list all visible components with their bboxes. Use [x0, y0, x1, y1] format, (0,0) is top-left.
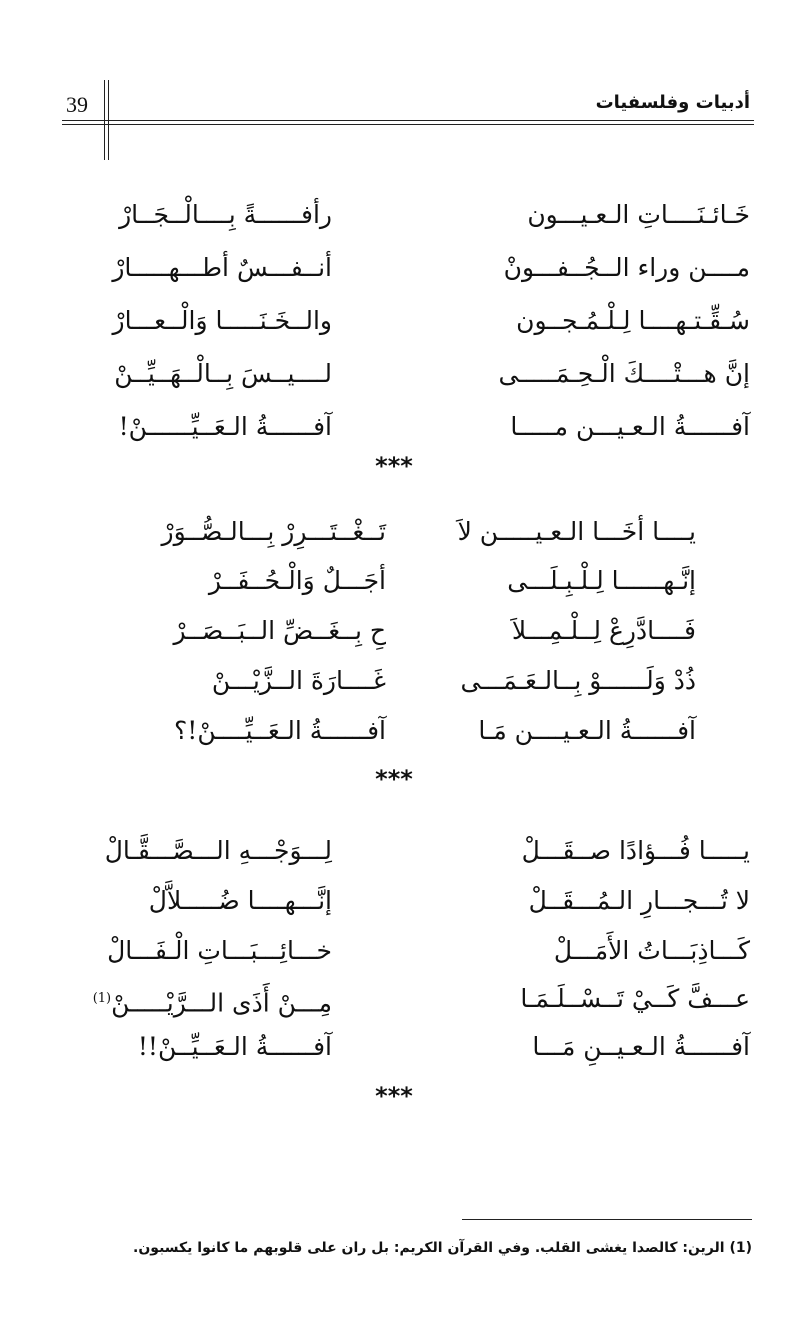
verse-right: إنَّـهــــــا لِـلْـبِـلَـــى: [507, 566, 696, 595]
verse-left: أنــفـــسٌ أطـــهـــــارْ: [112, 253, 332, 282]
verse-right: يـــــا فُـــؤادًا صــقَـــلْ: [521, 836, 750, 865]
verse-right: لا تُـــجـــارِ الـمُـــقَــلْ: [528, 886, 750, 915]
page-number: 39: [66, 92, 88, 117]
verse-left: آفــــــةُ الـعَــيِّــــنْ!؟: [174, 716, 386, 745]
section-separator: ***: [375, 765, 413, 793]
header-vertical-rule-double: [108, 80, 109, 160]
verse-left: أجَـــلٌ وَالْـحُــفَــرْ: [208, 566, 386, 595]
verse-right: إنَّ هـــتْــــكَ الْـحِـمَـــــى: [498, 359, 750, 388]
verse-left: [93, 974, 332, 1024]
header-rule-double: [62, 124, 754, 125]
verse-right: آفــــــةُ الـعـيــــن مَـا: [478, 716, 696, 745]
section-separator: ***: [375, 1082, 413, 1110]
header-rule: [62, 120, 754, 121]
verse-left: آفــــــةُ الـعَــيِّــــــنْ!: [118, 412, 332, 441]
verse-left: رأفــــــةً بِــــالْــجَــارْ: [119, 200, 332, 229]
verse-right: كَـــاذِبَـــاتُ الأَمَـــلْ: [553, 936, 750, 965]
verse-left: خـــائِـــبَـــاتِ الْـفَـــالْ: [107, 936, 332, 965]
verse-left: آفــــــةُ الـعَــيِّــنْ!!: [137, 1032, 332, 1061]
verse-left: تَــغْــتَـــرِرْ بِـــالـصُّــوَرْ: [161, 517, 386, 546]
verse-left: لِـــوَجْـــهِ الـــصَّـــقَّـالْ: [104, 836, 332, 865]
verse-right: عـــفَّ كَــيْ تَــسْــلَـمَـا: [520, 984, 750, 1013]
footnote: (1) الرين: كالصدا يغشى القلب. وفي القرآن الكريم: بل ران على قلوبهم ما كانوا يكسبون.: [133, 1240, 752, 1256]
verse-left: إنَّـــهــــا ضُـــــلاَّلْ: [148, 886, 332, 915]
verse-left: حِ بِــغَــضِّ الــبَــصَــرْ: [173, 616, 386, 645]
verse-text: مِـــنْ أَذَى الـــرَّيْـــــنْ: [111, 988, 332, 1018]
header-vertical-rule: [104, 80, 105, 160]
verse-left: لــــيــسَ بِــالْــهَــيِّــنْ: [114, 359, 332, 388]
running-title: أدبيات وفلسفيات: [595, 92, 750, 113]
section-separator: ***: [375, 452, 413, 480]
verse-right: يــــا أخَـــا الـعـيـــــن لاَ: [457, 517, 696, 546]
verse-right: خَـائـنَــــاتِ الـعـيـــون: [527, 200, 750, 229]
verse-right: آفــــــةُ الـعـيــنِ مَـــا: [532, 1032, 750, 1061]
footnote-marker: (1): [92, 991, 112, 1006]
verse-right: آفــــــةُ الـعـيـــن مـــــا: [510, 412, 750, 441]
footnote-rule: [462, 1219, 752, 1220]
verse-right: مــــن وراء الــجُــفـــونْ: [503, 253, 750, 282]
verse-left: غَــــارَةَ الــزَّيْـــنْ: [211, 666, 386, 695]
verse-right: سُـقِّـتـهــــا لِـلْـمُـجــون: [516, 306, 750, 335]
verse-right: فَــــادَّرِعْ لِــلْـمِـــلاَ: [511, 616, 696, 645]
verse-left: والــخَـنَـــــا وَالْــعـــارْ: [112, 306, 332, 335]
verse-right: ذُدْ وَلَــــــوْ بِــالـعَـمَـــى: [460, 666, 696, 695]
